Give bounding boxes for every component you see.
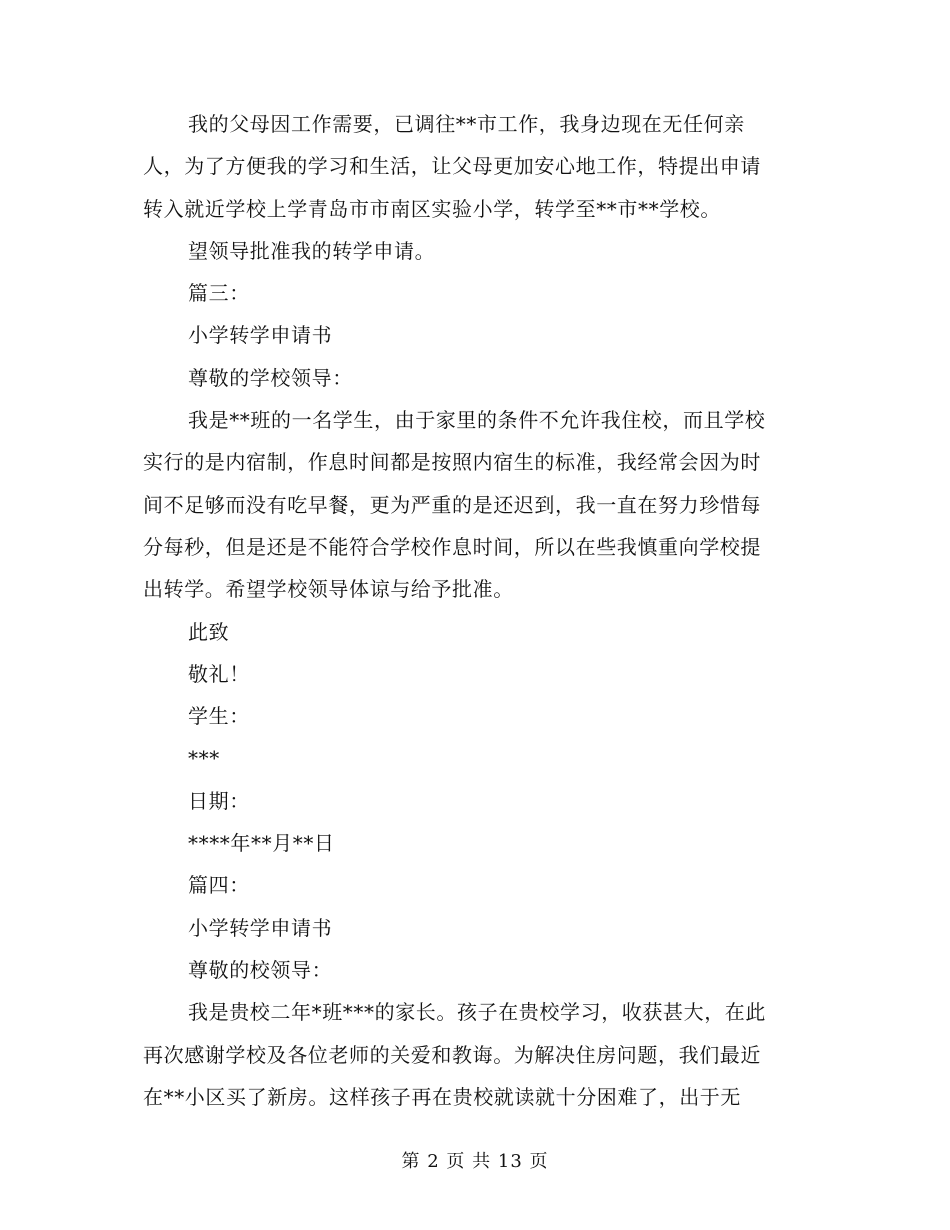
document-body: [143, 103, 808, 1118]
salutation: 尊敬的学校领导：: [188, 365, 353, 390]
paragraph-line: 出转学。希望学校领导体谅与给予批准。: [143, 577, 514, 602]
paragraph-line: 转入就近学校上学青岛市市南区实验小学，转学至**市**学校。: [143, 196, 721, 221]
paragraph-line: 我的父母因工作需要，已调往**市工作，我身边现在无任何亲: [188, 112, 745, 136]
paragraph-line: 再次感谢学校及各位老师的关爱和教诲。为解决住房问题，我们最近: [143, 1042, 761, 1067]
total-page-count: 13: [497, 1151, 523, 1172]
paragraph-line: 望领导批准我的转学申请。: [188, 238, 436, 263]
document-title: 小学转学申请书: [188, 915, 333, 940]
signature-name: ***: [188, 746, 220, 771]
footer-middle: 页 共: [446, 1151, 492, 1172]
paragraph-line: 我是贵校二年*班***的家长。孩子在贵校学习，收获甚大，在此: [188, 1000, 766, 1025]
footer-suffix: 页: [529, 1151, 549, 1172]
section-heading: 篇四：: [188, 873, 250, 898]
paragraph-line: 人，为了方便我的学习和生活，让父母更加安心地工作，特提出申请: [143, 154, 761, 179]
date-value: ****年**月**日: [188, 831, 335, 856]
paragraph-line: 在**小区买了新房。这样孩子再在贵校就读就十分困难了，出于无: [143, 1084, 741, 1109]
section-heading: 篇三：: [188, 281, 250, 306]
paragraph-line: 我是**班的一名学生，由于家里的条件不允许我住校，而且学校: [188, 408, 766, 433]
paragraph-line: 间不足够而没有吃早餐，更为严重的是还迟到，我一直在努力珍惜每: [143, 492, 761, 517]
closing-line: 此致: [188, 619, 230, 644]
current-page-number: 2: [427, 1151, 440, 1172]
closing-line: 敬礼！: [188, 661, 250, 686]
document-title: 小学转学申请书: [188, 323, 333, 348]
paragraph-line: 分每秒，但是还是不能符合学校作息时间，所以在些我慎重向学校提: [143, 534, 761, 559]
page-footer: [0, 1147, 950, 1173]
date-label: 日期：: [188, 788, 250, 813]
salutation: 尊敬的校领导：: [188, 957, 333, 982]
footer-prefix: 第: [401, 1151, 421, 1172]
paragraph-line: 实行的是内宿制，作息时间都是按照内宿生的标准，我经常会因为时: [143, 450, 761, 475]
signature-label: 学生：: [188, 704, 250, 729]
